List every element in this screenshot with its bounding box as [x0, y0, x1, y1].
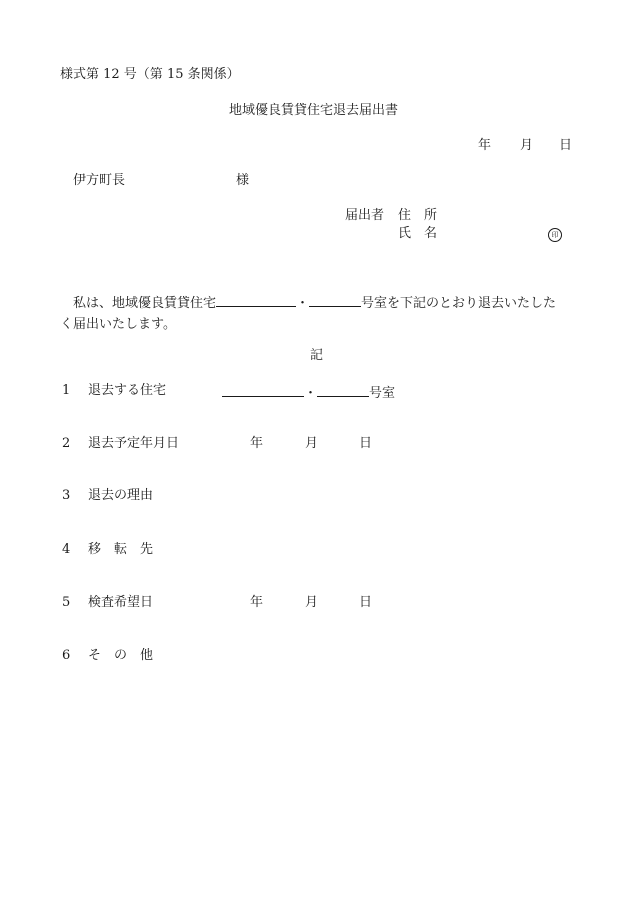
item-6-number: 6: [62, 648, 71, 663]
item-5-number: 5: [62, 595, 71, 610]
item-5-label: 検査希望日: [88, 595, 154, 610]
item-5-day-label: 日: [359, 595, 373, 610]
body-text-1: 私は、地域優良賃貸住宅: [73, 296, 217, 311]
building-blank[interactable]: [216, 294, 296, 307]
date-day-label: 日: [559, 138, 573, 153]
address-label: 住 所: [398, 208, 438, 223]
body-text-2: 号室を下記のとおり退去いたした: [361, 296, 557, 311]
seal-icon: [548, 227, 562, 242]
item-2-month-label: 月: [305, 436, 319, 451]
item-3-label: 退去の理由: [88, 488, 154, 503]
item-1-room-blank[interactable]: [317, 384, 369, 397]
document-title: 地域優良賃貸住宅退去届出書: [229, 103, 399, 118]
item-4-number: 4: [62, 542, 71, 557]
item-5-month-label: 月: [305, 595, 319, 610]
item-1-separator: ・: [304, 386, 318, 401]
item-2-year-label: 年: [250, 436, 264, 451]
date-year-label: 年: [478, 138, 492, 153]
body-paragraph: [60, 293, 580, 335]
item-1-label: 退去する住宅: [88, 383, 167, 398]
item-1-number: 1: [62, 383, 71, 398]
room-blank[interactable]: [309, 294, 361, 307]
item-2-label: 退去予定年月日: [88, 436, 180, 451]
item-5-year-label: 年: [250, 595, 264, 610]
body-text-3: く届出いたします。: [60, 317, 176, 332]
form-number: 様式第 12 号（第 15 条関係）: [60, 67, 240, 82]
ki-heading: 記: [310, 348, 324, 363]
applicant-label: 届出者: [345, 208, 385, 223]
body-separator: ・: [296, 296, 310, 311]
item-1-field: [222, 384, 395, 400]
item-6-label: そ の 他: [88, 648, 154, 663]
item-1-suffix: 号室: [369, 386, 396, 401]
addressee-honorific: 様: [236, 173, 250, 188]
seal-mark: 印: [548, 228, 562, 242]
addressee-name: 伊方町長: [73, 173, 126, 188]
date-month-label: 月: [520, 138, 534, 153]
name-label: 氏 名: [398, 226, 438, 241]
item-2-number: 2: [62, 436, 71, 451]
item-4-label: 移 転 先: [88, 542, 154, 557]
item-2-day-label: 日: [359, 436, 373, 451]
item-1-building-blank[interactable]: [222, 384, 304, 397]
item-3-number: 3: [62, 488, 71, 503]
